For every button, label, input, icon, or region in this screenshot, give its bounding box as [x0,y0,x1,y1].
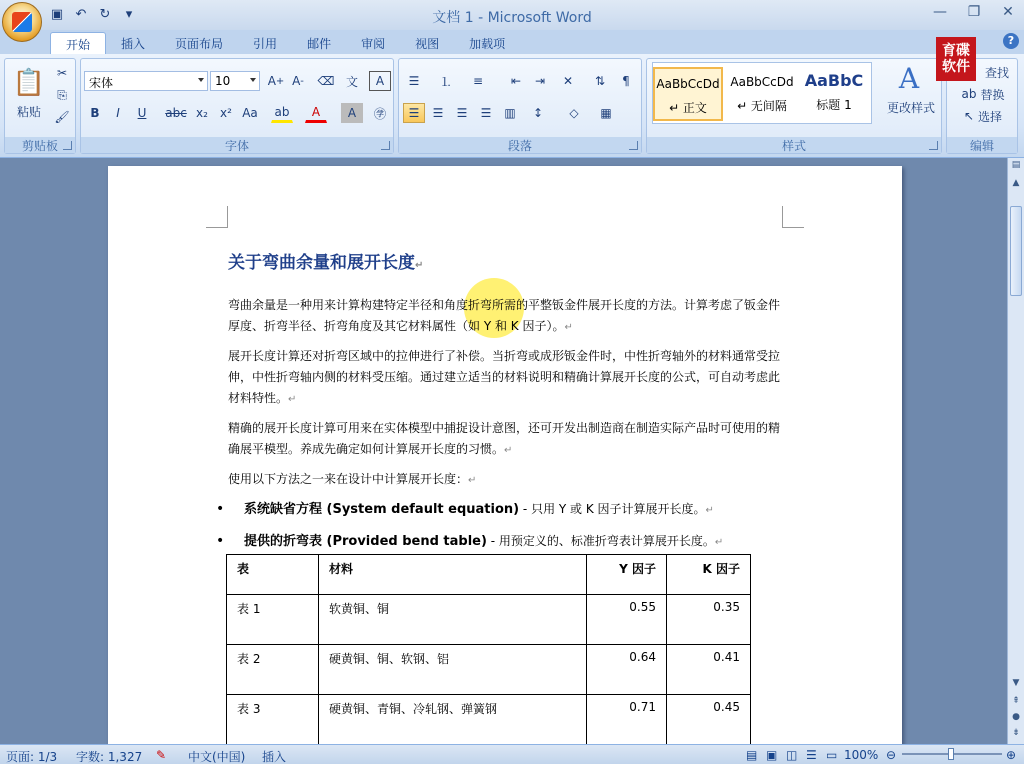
cut-icon[interactable]: ✂ [56,66,68,80]
tab-page-layout[interactable]: 页面布局 [175,37,224,51]
grow-font-icon[interactable]: A + [267,74,285,88]
zoom-out-icon[interactable]: ⊖ [886,748,897,762]
paragraph-group-label: 段落 [399,137,641,153]
select-arrow-icon: ↖ [963,109,975,123]
page-count[interactable]: 页面: 1/3 [6,750,58,764]
paragraph-group [398,58,642,154]
next-page-icon[interactable]: ⇟ [1012,728,1020,738]
replace-label: 替换 [980,87,1005,102]
bullets-icon[interactable]: ☰ [408,74,420,88]
shrink-font-icon[interactable]: A - [292,74,304,88]
zoom-in-icon[interactable]: ⊕ [1006,748,1017,762]
style-normal-sample: AaBbCcDd [656,77,720,91]
table-row [227,645,751,695]
change-styles-icon[interactable]: A [898,61,920,95]
table-cell[interactable]: 0.71 [587,695,667,745]
style-no-spacing-sample: AaBbCcDd [730,75,794,89]
superscript-icon[interactable]: x² [220,106,232,120]
line-spacing-icon[interactable]: ↕ [532,106,544,120]
style-heading1-sample: AaBbC [804,71,864,90]
material-table [226,554,751,744]
view-draft-icon[interactable]: ▭ [826,748,838,762]
strikethrough-icon[interactable]: abc [165,106,187,120]
table-cell[interactable]: 硬黄铜、青铜、冷轧钢、弹簧钢 [319,695,587,745]
undo-icon[interactable]: ↶ [75,6,87,22]
char-border-icon[interactable]: A [369,71,391,91]
minimize-icon[interactable]: — [933,4,947,20]
font-size-value: 10 [215,74,231,88]
style-no-spacing[interactable] [727,67,797,121]
multilevel-list-icon[interactable]: ≡ [472,74,484,88]
increase-indent-icon[interactable]: ⇥ [534,74,546,88]
style-normal[interactable] [653,67,723,121]
bold-icon[interactable]: B [90,106,100,120]
tab-references[interactable]: 引用 [253,37,278,51]
table-header-cell[interactable]: K 因子 [667,555,751,595]
tab-addins[interactable]: 加载项 [469,37,506,51]
scroll-up-icon[interactable]: ▲ [1012,178,1020,188]
paragraph-4[interactable]: 使用以下方法之一来在设计中计算展开长度：↵ [228,472,477,486]
table-cell[interactable]: 0.41 [667,645,751,695]
style-gallery [652,62,872,124]
format-painter-icon[interactable]: 🖌 [54,110,70,124]
clipboard-group-label: 剪贴板 [5,137,75,153]
view-print-layout-icon[interactable]: ▤ [746,748,758,762]
paragraph-1[interactable]: 弯曲余量是一种用来计算构建特定半径和角度折弯所需的平整钣金件展开长度的方法。计算考虑了钣金件厚度、折弯半径、折弯角度及其它材料属性（如 Y 和 K 因子）。↵ [228,298,781,333]
margin-corner-top-left [206,206,228,228]
table-cell[interactable]: 0.64 [587,645,667,695]
document-page[interactable] [108,166,902,744]
find-label: 查找 [984,65,1009,80]
tab-home[interactable]: 开始 [50,32,106,56]
window-controls [930,4,1018,22]
clipboard-group [4,58,76,154]
replace-icon: ab [961,87,977,101]
decrease-indent-icon[interactable]: ⇤ [510,74,522,88]
clipboard-launcher-icon[interactable] [63,141,72,150]
table-cell[interactable]: 表 3 [227,695,319,745]
table-header-cell[interactable]: 表 [227,555,319,595]
table-cell[interactable]: 0.35 [667,595,751,645]
justify-icon[interactable]: ☰ [480,106,492,120]
ruler-toggle-icon[interactable]: ▤ [1011,160,1021,170]
highlight-icon[interactable]: ab [271,103,293,123]
styles-launcher-icon[interactable] [929,141,938,150]
redo-icon[interactable]: ↻ [99,6,111,22]
browse-object-icon[interactable]: ● [1012,712,1020,722]
align-left-icon[interactable]: ☰ [403,103,425,123]
paste-button[interactable]: 粘贴 [16,104,41,119]
align-center-icon[interactable]: ☰ [432,106,444,120]
style-heading1-name: 标题 1 [816,98,852,112]
title-bar [0,0,1024,30]
customize-qat-icon[interactable]: ▾ [125,6,133,22]
select-button[interactable] [953,107,1013,125]
language-indicator[interactable]: 中文(中国) [188,750,246,764]
shading-icon[interactable]: ◇ [569,106,579,120]
paste-icon[interactable]: 📋 [12,68,46,98]
table-cell[interactable]: 表 2 [227,645,319,695]
vertical-scrollbar[interactable] [1007,158,1024,744]
editing-group-label: 编辑 [947,137,1017,153]
table-header-cell[interactable]: 材料 [319,555,587,595]
view-web-icon[interactable]: ◫ [786,748,798,762]
sort-icon[interactable]: ⇅ [594,74,606,88]
styles-group-label: 样式 [647,137,941,153]
document-area [0,158,1007,744]
watermark-logo [936,37,976,81]
char-shading-icon[interactable]: A [341,103,363,123]
help-icon[interactable]: ? [1003,33,1019,49]
spelling-check-icon[interactable]: ✎ [156,748,167,762]
clear-format-icon[interactable]: ⌫ [317,74,335,88]
prev-page-icon[interactable]: ⇞ [1012,696,1020,706]
margin-corner-top-right [782,206,804,228]
scroll-down-icon[interactable]: ▼ [1012,678,1020,688]
restore-icon[interactable]: ❐ [967,4,981,20]
change-case-icon[interactable]: Aa [242,106,258,120]
watermark-line1: 育碟 [942,43,970,59]
change-styles-button[interactable]: 更改样式 [886,100,935,115]
table-cell[interactable]: 0.45 [667,695,751,745]
style-heading1[interactable] [799,67,869,121]
bullet-item-2[interactable]: • 提供的折弯表 (Provided bend table) - 用预定义的、标准折弯表计算展开长度。↵ [226,531,784,553]
style-no-spacing-name: ↵ 无间隔 [737,99,787,113]
view-outline-icon[interactable]: ☰ [806,748,817,762]
zoom-level[interactable]: 100% [844,748,879,762]
document-content [228,248,784,563]
insert-mode[interactable]: 插入 [262,750,287,764]
borders-icon[interactable]: ▦ [600,106,612,120]
chinese-layout-icon[interactable]: ✕ [562,74,574,88]
office-logo-icon [12,12,32,32]
ribbon-tab-bar [0,30,1024,54]
watermark-line2: 软件 [942,59,970,75]
font-name-value: 宋体 [89,76,114,90]
style-normal-name: ↵ 正文 [669,101,707,115]
view-fullscreen-icon[interactable]: ▣ [766,748,778,762]
paragraph-launcher-icon[interactable] [629,141,638,150]
tab-review[interactable]: 审阅 [361,37,386,51]
window-title: 文档 1 - Microsoft Word [432,10,592,26]
table-header-cell[interactable]: Y 因子 [587,555,667,595]
font-group [80,58,394,154]
status-bar [0,744,1024,764]
font-launcher-icon[interactable] [381,141,390,150]
font-name-combo[interactable] [84,71,208,91]
table-row [227,595,751,645]
numbering-icon[interactable]: ⒈ [439,74,452,89]
zoom-slider-thumb[interactable] [948,748,954,760]
enclose-char-icon[interactable]: ㊫ [373,106,386,121]
table-cell[interactable]: 硬黄铜、铜、软钢、铝 [319,645,587,695]
show-marks-icon[interactable]: ¶ [622,74,630,88]
replace-button[interactable] [953,85,1013,103]
font-size-combo[interactable] [210,71,260,91]
paragraph-2[interactable]: 展开长度计算还对折弯区域中的拉伸进行了补偿。当折弯或成形钣金件时，中性折弯轴外的材料通常受拉伸，中性折弯轴内侧的材料受压缩。通过建立适当的材料说明和精确计算展开长度的公式，可自动考虑此材料特性。↵ [228,349,781,405]
copy-icon[interactable]: ⎘ [57,87,67,102]
phonetic-guide-icon[interactable]: 文 [345,74,358,89]
save-icon[interactable]: ▣ [50,6,64,22]
office-button[interactable] [2,2,42,42]
table-cell[interactable]: 0.55 [587,595,667,645]
table-row [227,695,751,745]
subscript-icon[interactable]: x₂ [196,106,208,120]
distributed-icon[interactable]: ▥ [504,106,516,120]
word-count[interactable]: 字数: 1,327 [76,750,143,764]
bullet-item-1[interactable]: • 系统缺省方程 (System default equation) - 只用 Y 或 K 因子计算展开长度。↵ [226,499,784,521]
table-cell[interactable]: 软黄铜、铜 [319,595,587,645]
document-heading[interactable]: 关于弯曲余量和展开长度↵ [228,253,424,273]
select-label: 选择 [978,109,1003,124]
font-group-label: 字体 [81,137,393,153]
align-right-icon[interactable]: ☰ [456,106,468,120]
table-header-row [227,555,751,595]
tab-view[interactable]: 视图 [415,37,440,51]
scrollbar-thumb[interactable] [1010,206,1022,296]
font-color-icon[interactable]: A [305,103,327,123]
ribbon [0,54,1024,158]
underline-icon[interactable]: U [137,106,147,120]
tab-insert[interactable]: 插入 [121,37,146,51]
table-cell[interactable]: 表 1 [227,595,319,645]
tab-mailings[interactable]: 邮件 [307,37,332,51]
close-icon[interactable]: ✕ [1002,4,1014,20]
paragraph-3[interactable]: 精确的展开长度计算可用来在实体模型中捕捉设计意图，还可开发出制造商在制造实际产品时可使用的精确展平模型。养成先确定如何计算展开长度的习惯。↵ [228,421,781,456]
italic-icon[interactable]: I [116,106,120,120]
